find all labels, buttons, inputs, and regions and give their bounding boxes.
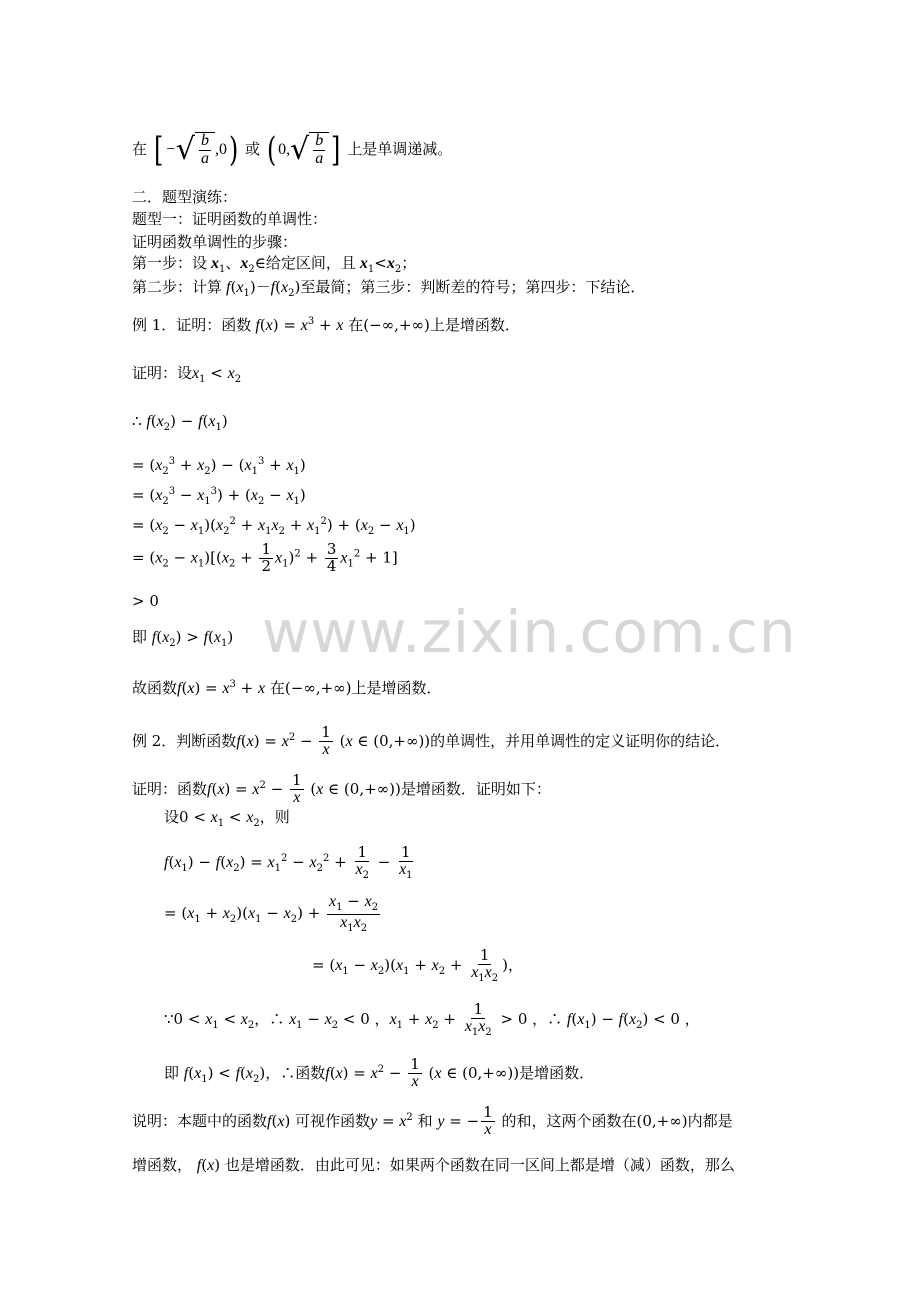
proof1-conclusion: 故函数$f(x) = x^3 + x$ 在(−∞,+∞)上是增函数． [132, 679, 442, 697]
proof2-let: 设$0 < x_1 < x_2$，则 [164, 808, 290, 829]
proof1-start: 证明：设$x_1 < x_2$ [132, 364, 242, 385]
type1-heading: 题型一：证明函数的单调性： [132, 210, 328, 228]
proof2-eq3: = $(x_1 - x_2)(x_1 + x_2$ + $\frac{1}{x_1x_2}$ )， [312, 945, 524, 984]
proof2-conclusion: 即 $f(x_1) < f(x_2)$，∴函数$f(x) = x^2$ − $\frac{1}{x}$ (x ∈ (0,+∞))是增函数． [164, 1055, 595, 1090]
step2: 第二步：计算 $f(x_1)-f(x_2)$至最简；第三步：判断差的符号；第四步：下结论． [132, 278, 646, 299]
steps-title: 证明函数单调性的步骤： [132, 233, 298, 251]
section-heading: 二．题型演练： [132, 188, 238, 206]
watermark: www.zixin.com.cn [262, 598, 797, 666]
proof1-eq2: = $(x_2^3 - x_1^3) + (x_2 - x_1)$ [132, 486, 306, 507]
proof2-start: 证明：函数$f(x) = x^2$ − $\frac{1}{x}$ (x ∈ (0,+∞))是增函数．证明如下： [132, 771, 551, 806]
interval-line: 在 [ − √ $\frac{b}{a}$ ,0) 或 ( 0, √ $\frac{b}{a}$ ] 上是单调递减。 [132, 129, 453, 170]
proof1-diff: ∴ $f(x_2) - f(x_1)$ [132, 412, 228, 433]
proof2-eq2: = $(x_1 + x_2)(x_1 - x_2)$ + $\frac{x_1 - x_2}{x_1x_2}$ [164, 892, 379, 934]
last-line: 增函数， f(x) 也是增函数．由此可见：如果两个函数在同一区间上都是增（减）函数，那么 [132, 1156, 735, 1174]
proof2-because: ∵0 < $x_1 < x_2$，∴ $x_1 - x_2 < 0$ ，$x_1 + x_2$ + $\frac{1}{x_1x_2}$ > 0 ，∴ $f(x_1) - f(x_2) < 0$ ， [164, 999, 700, 1038]
proof2-eq1: $f(x_1) - f(x_2) = x_1^2 - x_2^2$ + $\frac{1}{x_2}$ − $\frac{1}{x_1}$ [164, 842, 413, 881]
step1: 第一步：设 $x_1$、$x_2\in$给定区间，且 $x_1<x_2$； [132, 254, 417, 275]
proof1-eq4: = $(x_2 - x_1)[(x_2$ + $\frac{1}{2}$ $x_1)^2$ + $\frac{3}{4}$ $x_1^2 + 1$] [132, 540, 398, 575]
proof1-gt0: > 0 [132, 592, 159, 610]
example2: 例 2．判断函数$f(x) = x^2$ − $\frac{1}{x}$ (x ∈ (0,+∞))的单调性，并用单调性的定义证明你的结论． [132, 723, 731, 758]
proof1-eq1: = $(x_2^3 + x_2) - (x_1^3 + x_1)$ [132, 456, 306, 477]
note: 说明：本题中的函数f(x) 可视作函数$y = x^2$ 和 y = − $\frac{1}{x}$ 的和，这两个函数在(0,+∞)内都是 [132, 1103, 733, 1138]
proof1-ji: 即 $f(x_2) > f(x_1)$ [132, 628, 234, 649]
proof1-eq3: = $(x_2 - x_1)(x_2^2 + x_1x_2 + x_1^2) + (x_2 - x_1)$ [132, 516, 416, 537]
example1: 例 1．证明：函数 $f(x) = x^3 + x$ 在(−∞,+∞)上是增函数． [132, 316, 520, 334]
